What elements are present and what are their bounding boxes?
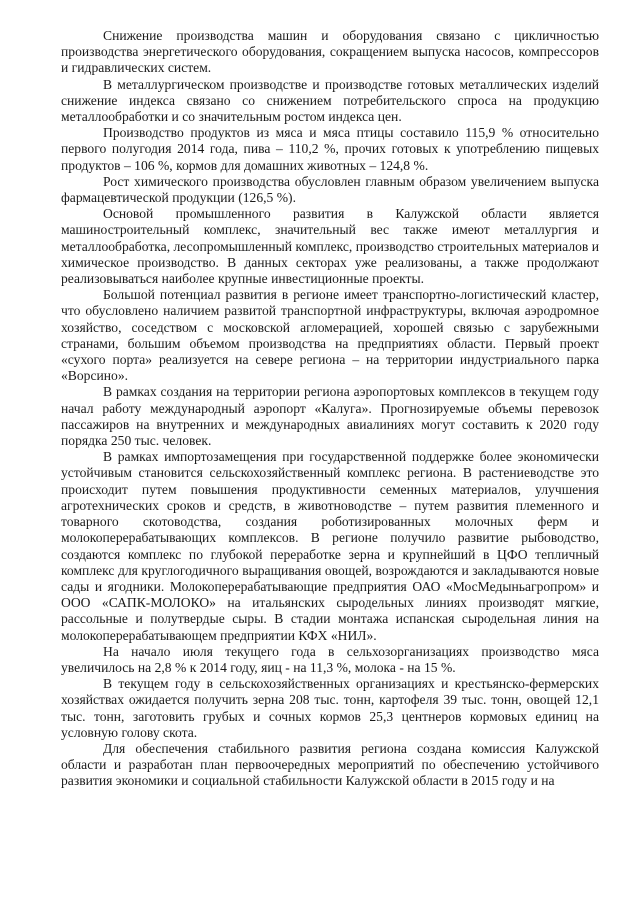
document-body bbox=[61, 28, 599, 790]
paragraph-agriculture: В рамках импортозамещения при государственной поддержке более экономически устойчивым становится сельскохозяйственный комплекс региона. В растениеводстве это происходит путем повышения продуктивности семенных материалов, улучшения агротехнических сроков и средств, в животноводстве – путем развития племенного и товарного скотоводства, создания роботизированных молочных ферм и молокоперерабатывающих комплексов. В регионе получило развитие рыбоводство, создаются комплекс по глубокой переработке зерна и крупнейший в ЦФО тепличный комплекс для круглогодичного выращивания овощей, возрождаются и закладываются новые сады и ягодники. Молокоперерабатывающие предприятия ОАО «МосМедыньагропром» и ООО «САПК-МОЛОКО» на итальянских сыродельных линиях производят мягкие, рассольные и полутвердые сыры. В стадии монтажа испанская сыродельная линия на молокоперерабатывающем предприятии КФХ «НИЛ». bbox=[61, 449, 599, 643]
paragraph-industrial-basis: Основой промышленного развития в Калужской области является машиностроительный комплекс, значительный вес также имеют металлургия и металлообработка, лесопромышленный комплекс, производство строительных материалов и химическое производство. В данных секторах уже реализованы, а также продолжают реализовываться наиболее крупные инвестиционные проекты. bbox=[61, 206, 600, 287]
paragraph-airport: В рамках создания на территории региона аэропортовых комплексов в текущем году начал работу международный аэропорт «Калуга». Прогнозируемые объемы перевозок пассажиров на внутренних и международных авиалиниях могут составить к 2020 году порядка 250 тыс. человек. bbox=[61, 384, 599, 449]
paragraph-chemical: Рост химического производства обусловлен главным образом увеличением выпуска фармацевтической продукции (126,5 %). bbox=[61, 173, 599, 206]
paragraph-logistics: Большой потенциал развития в регионе имеет транспортно-логистический кластер, что обусловлено наличием развитой транспортной инфраструктуры, включая аэродромное хозяйство, соседством с московской агломерацией, хорошей связью с зарубежными странами, большим объемом производства на предприятиях области. Первый проект «сухого порта» реализуется на севере региона – на территории индустриального парка «Ворсино». bbox=[61, 287, 599, 384]
paragraph-meat-products: Производство продуктов из мяса и мяса птицы составило 115,9 % относительно первого полугодия 2014 года, пива – 110,2 %, прочих готовых к употреблению пищевых продуктов – 106 %, кормов для домашних животных – 124,8 %. bbox=[61, 125, 599, 173]
paragraph-livestock-output: На начало июля текущего года в сельхозорганизациях производство мяса увеличилось на 2,8 % к 2014 году, яиц - на 11,3 %, молока - на 15 %. bbox=[61, 643, 599, 675]
paragraph-harvest: В текущем году в сельскохозяйственных организациях и крестьянско-фермерских хозяйствах ожидается получить зерна 208 тыс. тонн, картофеля 39 тыс. тонн, овощей 12,1 тыс. тонн, заготовить грубых и сочных кормов 25,3 центнеров кормовых единиц на условную голову скота. bbox=[61, 676, 599, 740]
paragraph-machinery: Снижение производства машин и оборудования связано с цикличностью производства энергетического оборудования, сокращением выпуска насосов, компрессоров и гидравлических систем. bbox=[61, 28, 599, 76]
paragraph-metallurgy: В металлургическом производстве и производстве готовых металлических изделий снижение индекса связано со снижением потребительского спроса на продукцию металлообработки и со значительным ростом индекса цен. bbox=[61, 76, 599, 125]
paragraph-commission: Для обеспечения стабильного развития региона создана комиссия Калужской области и разработан план первоочередных мероприятий по обеспечению устойчивого развития экономики и социальной стабильности Калужской области в 2015 году и на bbox=[61, 740, 599, 789]
